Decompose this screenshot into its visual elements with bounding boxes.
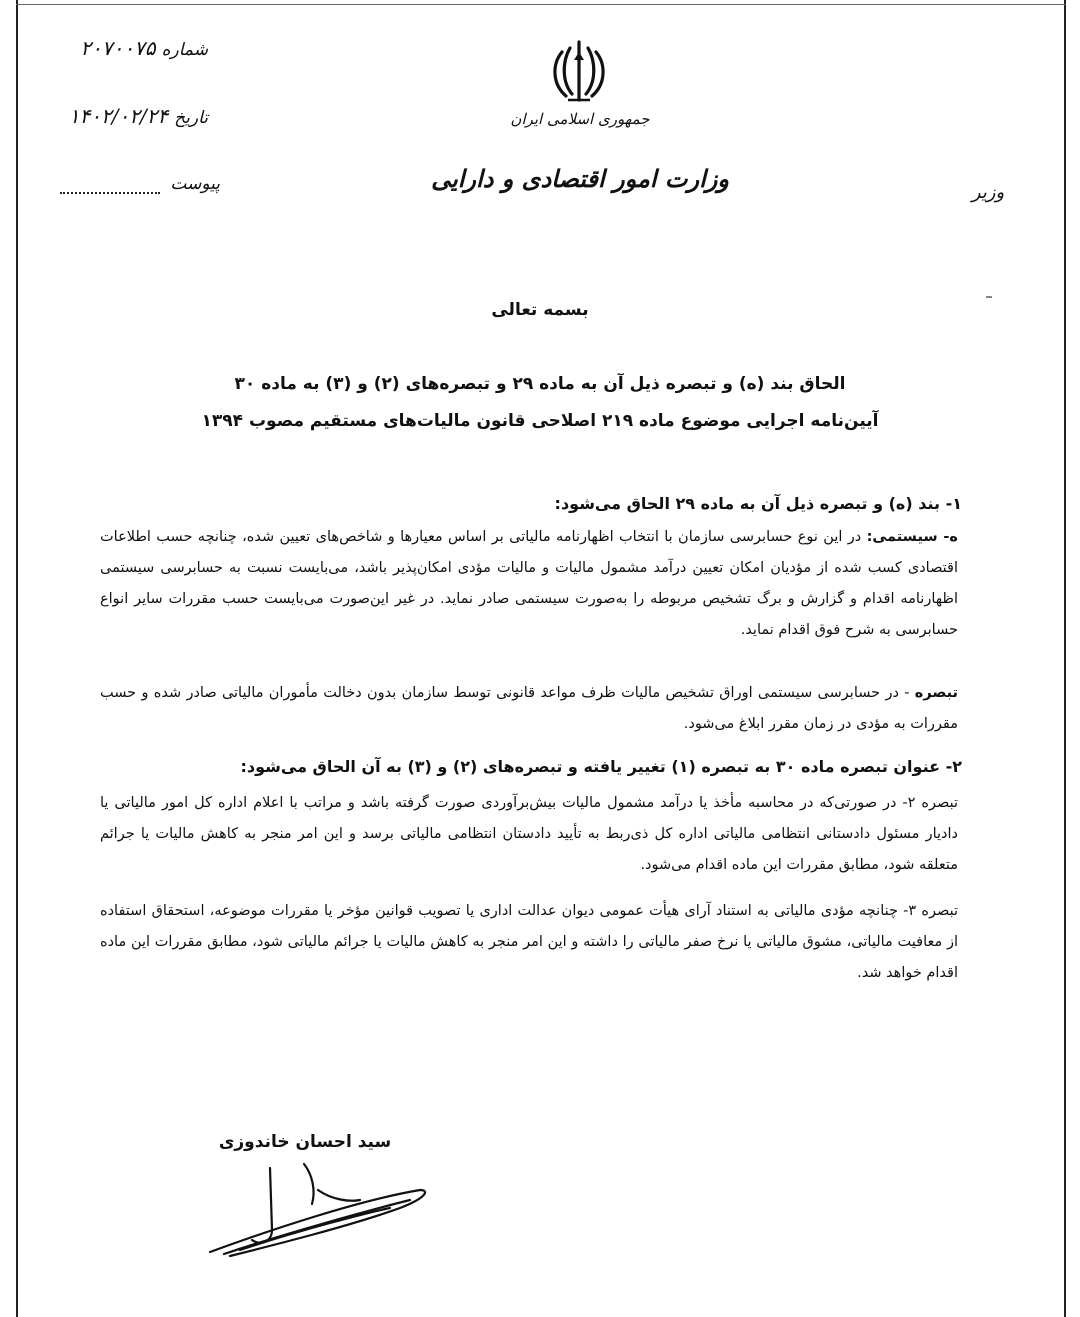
clause-h-lead: ه- سیستمی: — [866, 529, 958, 545]
letter-number-label: شماره — [161, 40, 208, 60]
letter-number-value: ۲۰۷۰۰۷۵ — [80, 36, 156, 60]
handwritten-signature — [200, 1160, 440, 1260]
signatory-name: سید احسان خاندوزی — [218, 1132, 392, 1152]
page-border-right — [1064, 0, 1066, 1317]
note-text: - در حسابرسی سیستمی اوراق تشخیص مالیات ظرف مواعد قانونی توسط سازمان بدون دخالت مأموران مالیاتی صادر شده و حسب مقررات به مؤدی در زمان مقرر ابلاغ می‌شود. — [100, 685, 958, 732]
letter-number — [58, 36, 208, 60]
document-title-line-1: الحاق بند (ه) و تبصره ذیل آن به ماده ۲۹ و تبصره‌های (۲) و (۳) به ماده ۳۰ — [234, 374, 846, 394]
attachment-dotted-line — [60, 192, 160, 194]
page-border-left — [16, 0, 18, 1317]
letter-attachment-label: پیوست — [170, 174, 220, 194]
note-3-paragraph: تبصره ۳- چنانچه مؤدی مالیاتی به استناد آرای هیأت عمومی دیوان عدالت اداری یا تصویب قوانین مؤخر یا مقررات موضوعه، استحقاق استفاده از معافیت مالیاتی، مشوق مالیاتی یا نرخ صفر مالیاتی را داشته و این امر منجر به کاهش مالیات یا جرائم مالیاتی شود، مطابق مقررات این ماده اقدام خواهد شد. — [100, 903, 958, 981]
clause-h-paragraph — [100, 522, 958, 646]
letter-date-value: ۱۴۰۲/۰۲/۲۴ — [68, 104, 169, 128]
section-1-heading: ۱- بند (ه) و تبصره ذیل آن به ماده ۲۹ الحاق می‌شود: — [554, 494, 962, 513]
ministry-name: وزارت امور اقتصادی و دارایی — [431, 164, 729, 193]
position-label: وزیر — [971, 182, 1005, 203]
note-lead: تبصره — [914, 685, 958, 701]
note-paragraph — [100, 678, 958, 740]
section-2-heading: ۲- عنوان تبصره ماده ۳۰ به تبصره (۱) تغییر یافته و تبصره‌های (۲) و (۳) به آن الحاق می‌شود: — [240, 757, 962, 776]
national-emblem-icon — [548, 38, 610, 108]
clause-h-text: در این نوع حسابرسی سازمان با انتخاب اظهارنامه مالیاتی بر اساس معیارها و شاخص‌های تعیین شده، چنانچه حسب اطلاعات اقتصادی کسب شده از مؤدیان امکان تعیین درآمد مشمول مالیات و مالیات مؤدی امکان‌پذیر باشد، می‌بایست نسبت به حسابرسی سیستمی اظهارنامه اقدام و گزارش و برگ تشخیص مربوطه را به‌صورت سیستمی صادر نماید. در غیر این‌صورت می‌بایست حسب مقررات سایر انواع حسابرسی به شرح فوق اقدام نماید. — [100, 529, 958, 638]
margin-mark — [986, 296, 992, 298]
document-title-line-2: آیین‌نامه اجرایی موضوع ماده ۲۱۹ اصلاحی قانون مالیات‌های مستقیم مصوب ۱۳۹۴ — [201, 411, 879, 431]
page-border-top — [16, 4, 1066, 5]
letter-date-label: تاریخ — [174, 108, 208, 128]
invocation: بسمه تعالی — [491, 300, 589, 320]
note-2-paragraph: تبصره ۲- در صورتی‌که در محاسبه مأخذ یا درآمد مشمول مالیات بیش‌برآوردی صورت گرفته باشد و مراتب با اعلام اداره کل امور مالیاتی یا دادیار مسئول دادستانی انتظامی مالیاتی اداره کل ذی‌ربط به تأیید دادستان انتظامی مالیاتی برسد و این امر منجر به کاهش مالیات یا جرائم متعلقه شود، مطابق مقررات این ماده اقدام می‌شود. — [100, 795, 958, 873]
letter-attachment — [70, 170, 220, 194]
letter-date — [58, 104, 208, 128]
country-name: جمهوری اسلامی ایران — [510, 110, 650, 128]
